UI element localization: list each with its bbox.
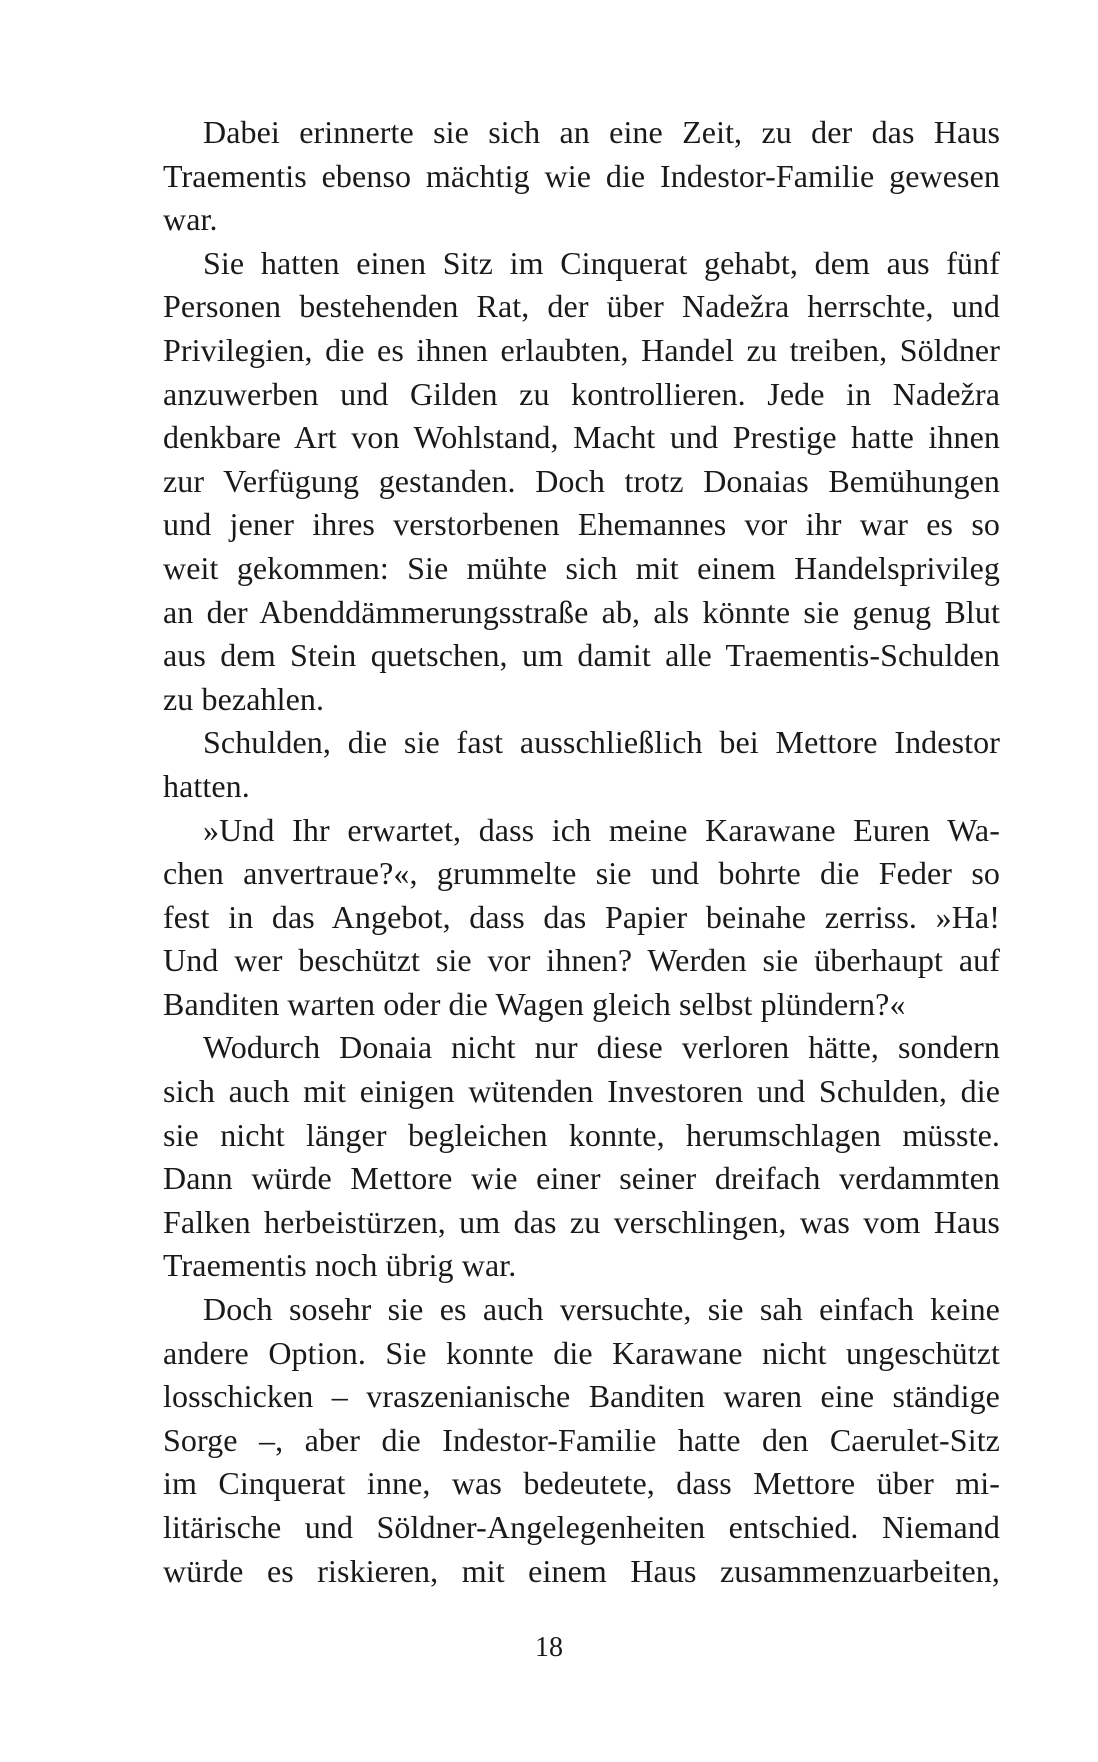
text-line: im Cinquerat inne, was bedeutete, dass Mettore über mi- bbox=[163, 1465, 1000, 1502]
text-line: sich auch mit einigen wütenden Investoren und Schulden, die bbox=[163, 1073, 1000, 1110]
body-text bbox=[163, 111, 1000, 1593]
text-line: »Und Ihr erwartet, dass ich meine Karawane Euren Wa- bbox=[203, 811, 1000, 848]
text-line: denkbare Art von Wohlstand, Macht und Prestige hatte ihnen bbox=[163, 419, 1000, 456]
text-line: an der Abenddämmerungsstraße ab, als könnte sie genug Blut bbox=[163, 593, 1000, 630]
text-line: fest in das Angebot, dass das Papier beinahe zerriss. »Ha! bbox=[163, 898, 1000, 935]
text-line: Doch sosehr sie es auch versuchte, sie sah einfach keine bbox=[203, 1291, 1000, 1328]
text-line: Schulden, die sie fast ausschließlich bei Mettore Indestor bbox=[203, 724, 1000, 761]
text-line: war. bbox=[163, 201, 218, 238]
text-line: Sie hatten einen Sitz im Cinquerat gehabt, dem aus fünf bbox=[203, 244, 1000, 281]
text-line: und jener ihres verstorbenen Ehemannes vor ihr war es so bbox=[163, 506, 1000, 543]
text-line: Und wer beschützt sie vor ihnen? Werden sie überhaupt auf bbox=[163, 942, 1000, 979]
text-line: sie nicht länger begleichen konnte, herumschlagen müsste. bbox=[163, 1116, 1000, 1153]
text-line: weit gekommen: Sie mühte sich mit einem Handelsprivileg bbox=[163, 549, 1000, 586]
text-line: losschicken – vraszenianische Banditen waren eine ständige bbox=[163, 1378, 1000, 1415]
text-line: würde es riskieren, mit einem Haus zusammenzuarbeiten, bbox=[163, 1552, 1000, 1589]
text-line: zur Verfügung gestanden. Doch trotz Donaias Bemühungen bbox=[163, 462, 1000, 499]
text-line: aus dem Stein quetschen, um damit alle Traementis-Schulden bbox=[163, 637, 1000, 674]
text-line: zu bezahlen. bbox=[163, 680, 325, 717]
text-line: Traementis noch übrig war. bbox=[163, 1247, 517, 1284]
text-line: litärische und Söldner-Angelegenheiten entschied. Niemand bbox=[163, 1509, 1000, 1545]
text-line: Privilegien, die es ihnen erlaubten, Handel zu treiben, Söldner bbox=[163, 331, 1000, 368]
text-line: Dann würde Mettore wie einer seiner dreifach verdammten bbox=[163, 1160, 1000, 1197]
text-line: Traementis ebenso mächtig wie die Indestor-Familie gewesen bbox=[163, 157, 1000, 194]
text-line: Sorge –, aber die Indestor-Familie hatte den Caerulet-Sitz bbox=[163, 1421, 1000, 1458]
text-line: chen anvertraue?«, grummelte sie und bohrte die Feder so bbox=[163, 855, 1000, 892]
text-line: anzuwerben und Gilden zu kontrollieren. Jede in Nadežra bbox=[163, 375, 1000, 412]
text-line: Falken herbeistürzen, um das zu verschlingen, was vom Haus bbox=[163, 1203, 1000, 1240]
page-number: 18 bbox=[535, 1632, 563, 1663]
text-line: andere Option. Sie konnte die Karawane nicht ungeschützt bbox=[163, 1334, 1000, 1371]
text-line: hatten. bbox=[163, 767, 250, 804]
text-line: Personen bestehenden Rat, der über Nadežra herrschte, und bbox=[163, 288, 1000, 325]
text-line: Banditen warten oder die Wagen gleich selbst plündern?« bbox=[163, 985, 906, 1022]
text-line: Wodurch Donaia nicht nur diese verloren hätte, sondern bbox=[203, 1029, 1000, 1066]
text-line: Dabei erinnerte sie sich an eine Zeit, zu der das Haus bbox=[203, 114, 1000, 150]
